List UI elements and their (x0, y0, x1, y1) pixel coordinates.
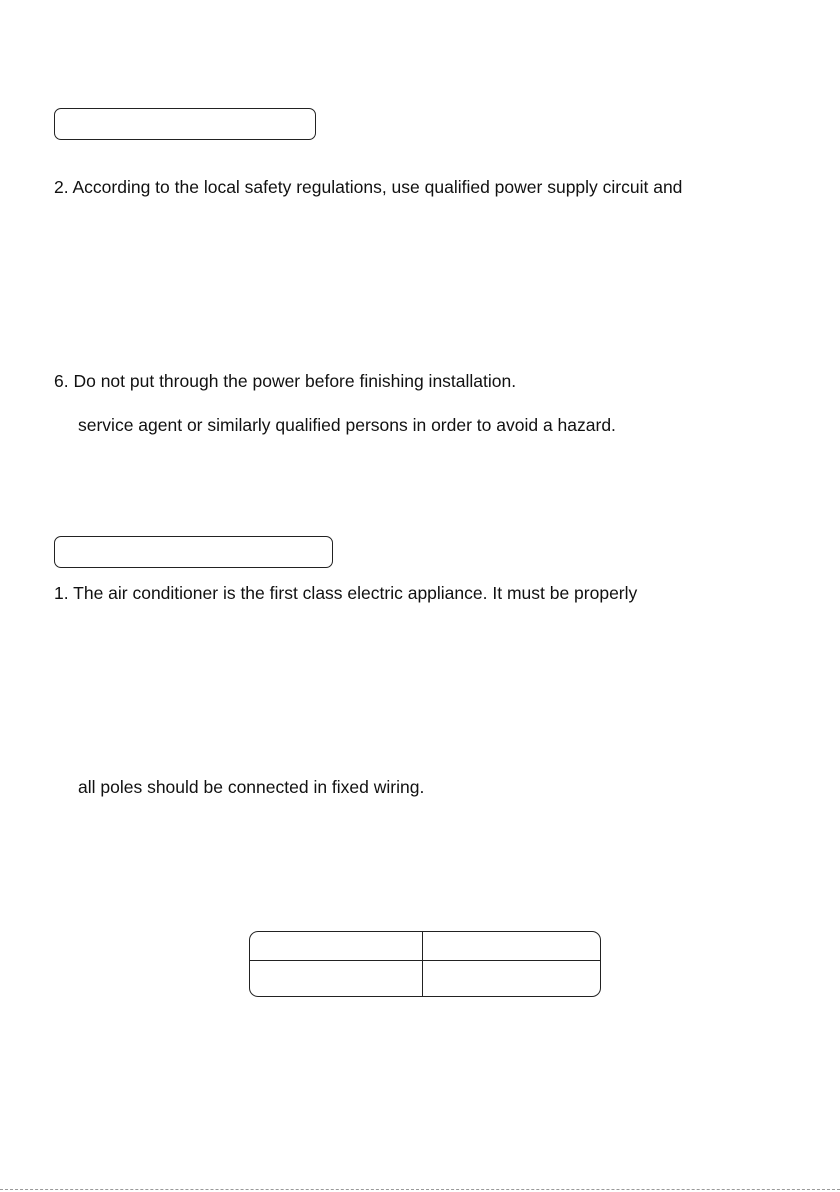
text-line-continuation-hazard: service agent or similarly qualified persons in order to avoid a hazard. (78, 415, 616, 435)
section-heading-box-1 (54, 108, 316, 140)
page-bottom-rule (0, 1189, 840, 1190)
spec-table (249, 931, 601, 997)
text-line-item-6: 6. Do not put through the power before finishing installation. (54, 371, 517, 391)
section-heading-box-2 (54, 536, 333, 568)
text-line-continuation-fixed-wiring: all poles should be connected in fixed wiring. (78, 777, 425, 797)
text-line-item-2: 2. According to the local safety regulations, use qualified power supply circuit and (54, 177, 683, 197)
text-line-item-1: 1. The air conditioner is the first class electric appliance. It must be properly (54, 583, 638, 603)
table-row-divider (250, 960, 600, 961)
table-column-divider (422, 932, 423, 996)
